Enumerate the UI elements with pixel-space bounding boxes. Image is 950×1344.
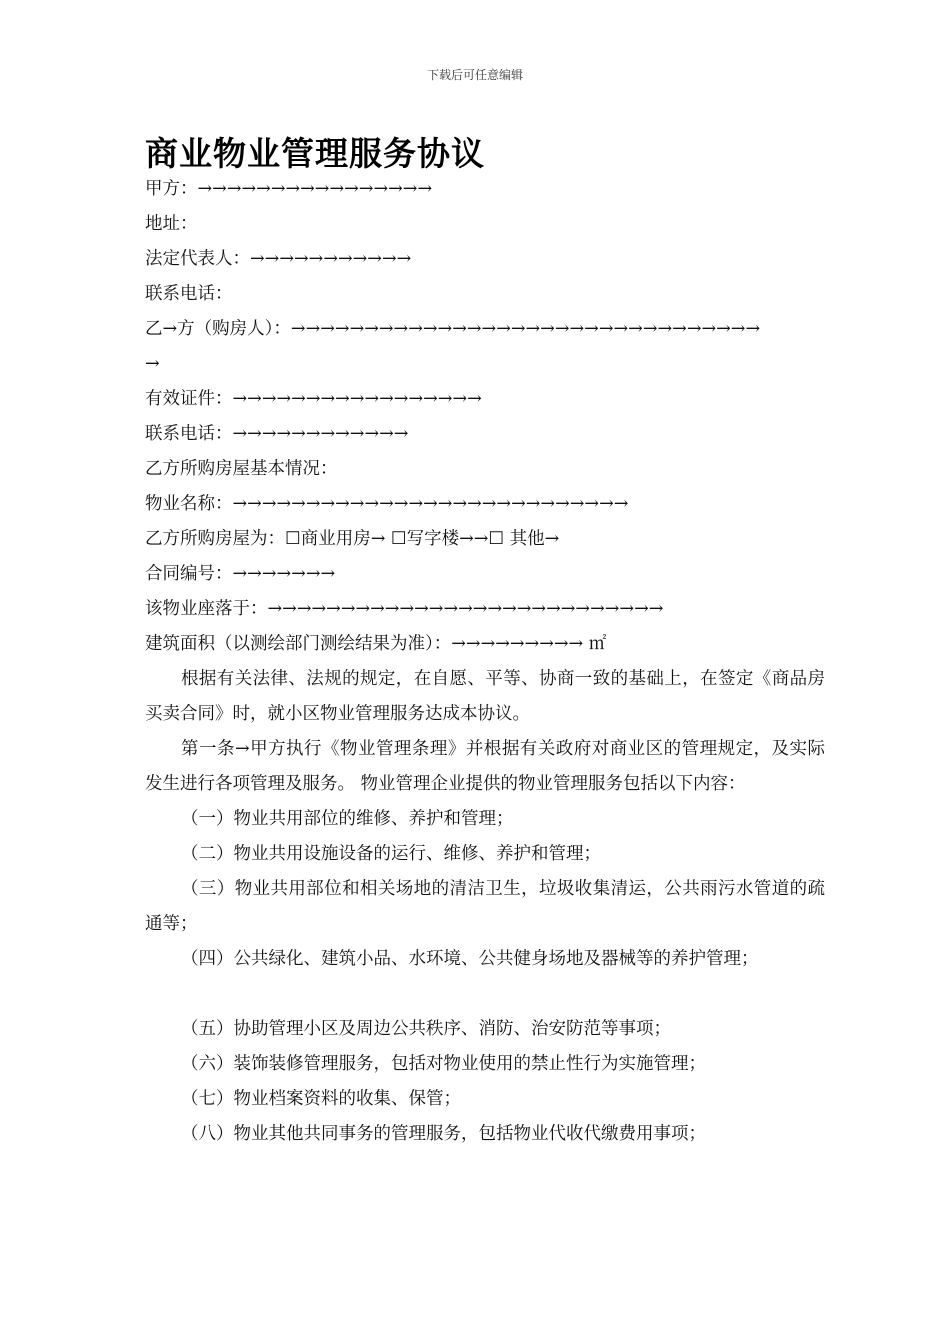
service-item-6: （六）装饰装修管理服务，包括对物业使用的禁止性行为实施管理； — [181, 1054, 706, 1074]
legal-representative-field: 法定代表人：→→→→→→→→→→→ — [145, 249, 412, 269]
party-b-field-continued: → — [145, 354, 160, 374]
service-item-4: （四）公共绿化、建筑小品、水环境、公共健身场地及器械等的养护管理； — [181, 949, 759, 969]
document-title: 商业物业管理服务协议 — [145, 134, 485, 173]
party-b-field: 乙→方（购房人）：→→→→→→→→→→→→→→→→→→→→→→→→→→→→→→→→ — [145, 319, 761, 339]
page-header: 下载后可任意编辑 — [426, 68, 523, 82]
service-item-5: （五）协助管理小区及周边公共秩序、消防、治安防范等事项； — [181, 1019, 671, 1039]
article-one-paragraph: 第一条→甲方执行《物业管理条理》并根据有关政府对商业区的管理规定，及实际发生进行各项管理及服务。 物业管理企业提供的物业管理服务包括以下内容： — [145, 739, 825, 794]
service-item-3: （三）物业共用部位和相关场地的清洁卫生，垃圾收集清运，公共雨污水管道的疏通等； — [145, 879, 825, 934]
preamble-paragraph: 根据有关法律、法规的规定，在自愿、平等、协商一致的基础上，在签定《商品房买卖合同》时，就小区物业管理服务达成本协议。 — [145, 669, 825, 724]
property-name-field: 物业名称：→→→→→→→→→→→→→→→→→→→→→→→→→→→ — [145, 494, 629, 514]
property-info-heading: 乙方所购房屋基本情况： — [145, 459, 338, 479]
property-type-field: 乙方所购房屋为：☐商业用房→ ☐写字楼→→☐ 其他→ — [145, 529, 560, 549]
service-item-8: （八）物业其他共同事务的管理服务，包括物业代收代缴费用事项； — [181, 1124, 706, 1144]
property-location-field: 该物业座落于：→→→→→→→→→→→→→→→→→→→→→→→→→→→ — [145, 599, 664, 619]
service-item-2: （二）物业共用设施设备的运行、维修、养护和管理； — [181, 844, 601, 864]
id-document-field: 有效证件：→→→→→→→→→→→→→→→→→ — [145, 389, 482, 409]
service-item-1: （一）物业共用部位的维修、养护和管理； — [181, 809, 514, 829]
blank-line — [145, 977, 825, 1012]
service-item-7: （七）物业档案资料的收集、保管； — [181, 1089, 461, 1109]
document-body — [145, 172, 825, 1152]
floor-area-field: 建筑面积（以测绘部门测绘结果为准）：→→→→→→→→→ ㎡ — [145, 634, 607, 654]
phone-field-a: 联系电话： — [145, 284, 233, 304]
address-field: 地址： — [145, 214, 198, 234]
party-a-field: 甲方：→→→→→→→→→→→→→→→→ — [145, 179, 433, 199]
phone-field-b: 联系电话：→→→→→→→→→→→→ — [145, 424, 409, 444]
contract-number-field: 合同编号：→→→→→→→ — [145, 564, 336, 584]
